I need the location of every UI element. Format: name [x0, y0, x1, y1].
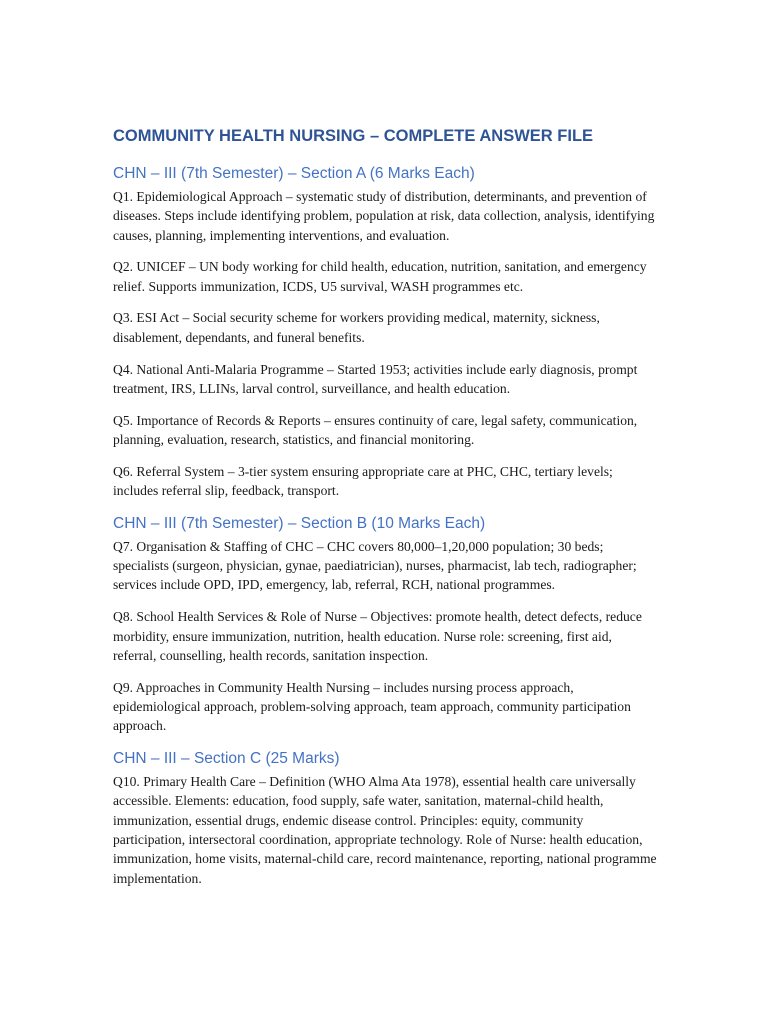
- answer-paragraph: Q10. Primary Health Care – Definition (WHO Alma Ata 1978), essential health care universally accessible. Elements: education, food supply, safe water, sanitation, maternal-child health, immunization, essential drugs, endemic disease control. Principles: equity, community participation, intersectoral coordination, appropriate technology. Role of Nurse: health education, immunization, home visits, maternal-child care, record maintenance, reporting, national programme implementation.: [113, 774, 657, 886]
- answer-paragraph: Q5. Importance of Records & Reports – ensures continuity of care, legal safety, communication, planning, evaluation, research, statistics, and financial monitoring.: [113, 412, 638, 447]
- answer-paragraph: Q7. Organisation & Staffing of CHC – CHC covers 80,000–1,20,000 population; 30 beds; specialists (surgeon, physician, gynae, paediatrician), nurses, pharmacist, lab tech, radiographer; services include OPD, IPD, emergency, lab, referral, RCH, national programmes.: [113, 538, 637, 593]
- section-c: [113, 748, 658, 888]
- section-heading: CHN – III (7th Semester) – Section B (10 Marks Each): [113, 514, 486, 532]
- answer-paragraph: Q1. Epidemiological Approach – systematic study of distribution, determinants, and prevention of diseases. Steps include identifying problem, population at risk, data collection, analysis, identifying causes, planning, implementing interventions, and evaluation.: [113, 189, 655, 243]
- answer-paragraph: Q3. ESI Act – Social security scheme for workers providing medical, maternity, sickness, disablement, dependants, and funeral benefits.: [113, 310, 600, 345]
- answer-paragraph: Q9. Approaches in Community Health Nursing – includes nursing process approach, epidemiological approach, problem-solving approach, team approach, community participation approach.: [113, 679, 631, 734]
- section-a: [113, 163, 658, 500]
- answer-paragraph: Q8. School Health Services & Role of Nurse – Objectives: promote health, detect defects, reduce morbidity, ensure immunization, nutrition, health education. Nurse role: screening, first aid, referral, counselling, health records, sanitation inspection.: [113, 609, 642, 663]
- section-b: [113, 513, 658, 736]
- answer-paragraph: Q6. Referral System – 3-tier system ensuring appropriate care at PHC, CHC, tertiary levels; includes referral slip, feedback, transport.: [113, 463, 613, 499]
- answer-paragraph: Q4. National Anti-Malaria Programme – Started 1953; activities include early diagnosis, prompt treatment, IRS, LLINs, larval control, surveillance, and health education.: [113, 361, 638, 396]
- answer-paragraph: Q2. UNICEF – UN body working for child health, education, nutrition, sanitation, and emergency relief. Supports immunization, ICDS, U5 survival, WASH programmes etc.: [113, 259, 647, 294]
- document-title: COMMUNITY HEALTH NURSING – COMPLETE ANSWER FILE: [113, 127, 594, 145]
- section-heading: CHN – III (7th Semester) – Section A (6 Marks Each): [113, 165, 475, 182]
- section-heading: CHN – III – Section C (25 Marks): [113, 750, 340, 768]
- document-body: [113, 124, 658, 900]
